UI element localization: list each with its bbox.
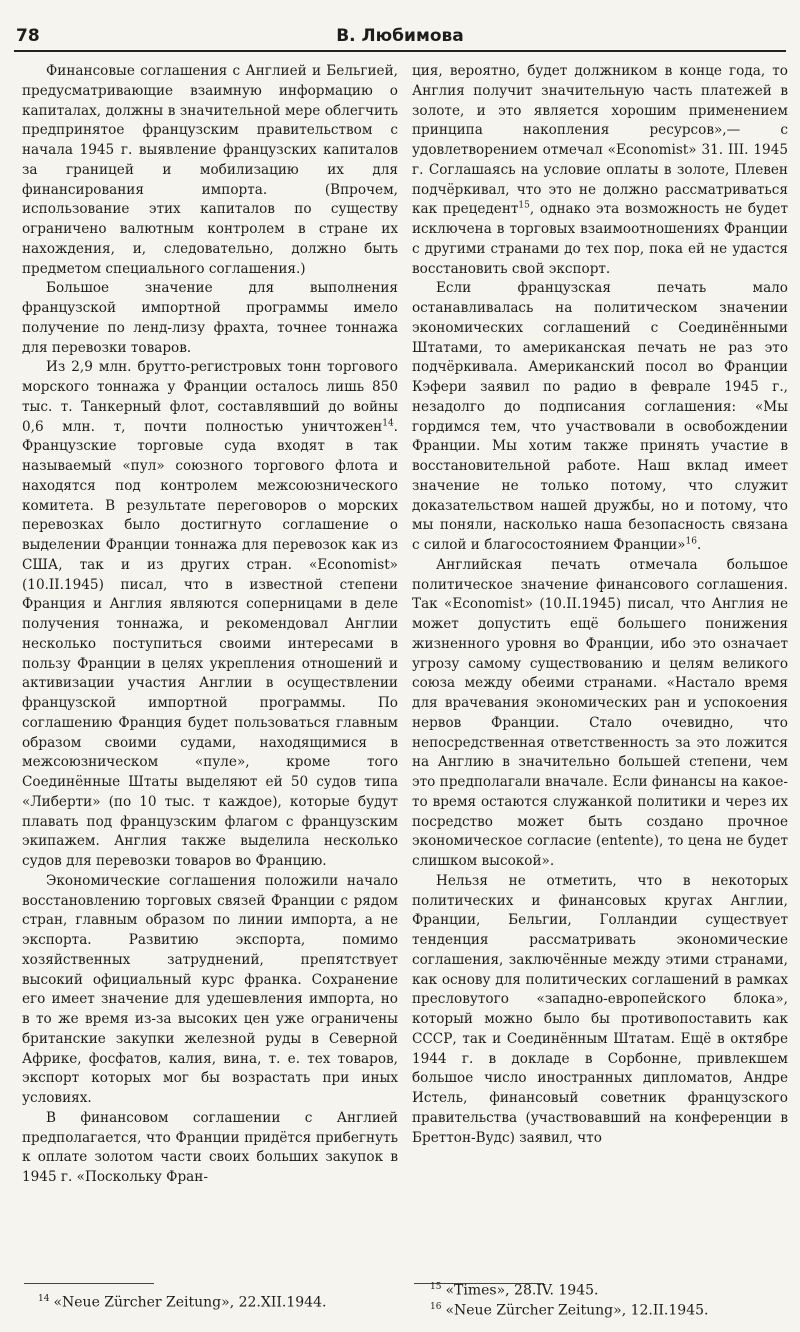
footnote-mark: 14 bbox=[38, 1294, 50, 1304]
running-head-author: В. Любимова bbox=[336, 26, 464, 46]
paragraph: Большое значение для выполнения французской импортной программы имело получение по ленд-лизу фрахта, точнее тоннажа для перевозки товаров. bbox=[22, 280, 398, 356]
left-column bbox=[22, 62, 398, 1188]
paragraph: Из 2,9 млн. брутто-регистровых тонн торгового морского тоннажа у Франции осталось лишь 850 тыс. т. Танкерный флот, составлявший до войны 0,6 млн. т, почти полностью уничтожен$^{14}$. Французские торговые суда входят в так называемый «пул» союзного торгового флота и находятся под контролем межсоюзнического комитета. В результате переговоров о морских перевозках было достигнуто соглашение о выделении Франции тоннажа для перевозок как из США, так и из других стран. «Economist» (10.II.1945) писал, что в известной степени Франция и Англия являются соперницами в деле получения тоннажа, и рекомендовал Англии несколько поступиться своими интересами в пользу Франции в целях укрепления отношений и активизации участия Англии в осуществлении французской импортной программы. По соглашению Франция будет пользоваться главным образом своими судами, находящимися в межсоюзническом «пуле», кроме того Соединённые Штаты выделяют ей 50 судов типа «Либерти» (по 10 тыс. т каждое), которые будут плавать под французским флагом с французским экипажем. Англия также выделила несколько судов для перевозки товаров во Францию. bbox=[22, 359, 398, 869]
paragraph: Английская печать отмечала большое политическое значение финансового соглашения. Так «Economist» (10.II.1945) писал, что Англия не может допустить ещё большего понижения жизненного уровня во Франции, ибо это означает угрозу самому существованию и целям великого союза между обеими странами. «Настало время для врачевания экономических ран и успокоения нервов Франции. Стало очевидно, что непосредственная ответственность за это ложится на Англию в значительно большей степени, чем это предполагали вначале. Если финансы на какое-то время остаются служанкой политики и через их посредство может быть создано прочное экономическое согласие (entente), то цена не будет слишком высокой». bbox=[412, 556, 788, 869]
footnote-text: «Neue Zürcher Zeitung», 12.II.1945. bbox=[445, 1302, 709, 1319]
paragraph: Если французская печать мало останавливалась на политическом значении экономических соглашений с Соединёнными Штатами, то американская печать не раз это подчёркивала. Американский посол во Франции Кэфери заявил по радио в феврале 1945 г., незадолго до подписания соглашения: «Мы гордимся тем, что участвовали в освобождении Франции. Мы хотим также принять участие в восстановительной работе. Наш вклад имеет значение не только потому, что служит доказательством нашей дружбы, но и потому, что мы поняли, насколько наша безопасность связана с силой и благосостоянием Франции»$^{16}$. bbox=[412, 280, 788, 553]
footnote-ref: 16 bbox=[685, 536, 697, 547]
footnote bbox=[430, 1278, 598, 1300]
paragraph: В финансовом соглашении с Англией предполагается, что Франции придётся прибегнуть к оплате золотом части своих больших закупок в 1945 г. «Поскольку Фран- bbox=[22, 1109, 398, 1185]
footnote-mark: 15 bbox=[430, 1282, 442, 1292]
paragraph: ция, вероятно, будет должником в конце года, то Англия получит значительную часть платежей в золоте, и это является хорошим применением принципа накопления ресурсов»,— с удовлетворением отмечал «Economist» 31. III. 1945 г. Соглашаясь на условие оплаты в золоте, Плевен подчёркивал, что это не должно рассматриваться как прецедент$^{15}$, однако эта возможность не будет исключена в торговых взаимоотношениях Франции с другими странами до тех пор, пока ей не удастся восстановить свой экспорт. bbox=[412, 63, 788, 277]
footnote-mark: 16 bbox=[430, 1302, 442, 1312]
footnote-text: «Times», 28.IV. 1945. bbox=[445, 1282, 599, 1299]
running-header bbox=[14, 24, 786, 52]
paragraph: Экономические соглашения положили начало восстановлению торговых связей Франции с рядом стран, главным образом по линии импорта, а не экспорта. Развитию экспорта, помимо хозяйственных затруднений, препятствует высокий официальный курс франка. Сохранение его имеет значение для удешевления импорта, но в то же время из-за высоких цен уже ограничены британские закупки железной руды в Северной Африке, фосфатов, калия, вина, т. е. тех товаров, экспорт которых мог бы возрастать при иных условиях. bbox=[22, 872, 398, 1106]
page-number: 78 bbox=[16, 26, 40, 46]
footnote bbox=[38, 1290, 326, 1312]
footnote-text: «Neue Zürcher Zeitung», 22.XII.1944. bbox=[53, 1294, 327, 1311]
paragraph: Финансовые соглашения с Англией и Бельгией, предусматривающие взаимную информацию о капиталах, должны в значительной мере облегчить предпринятое французским правительством с начала 1945 г. выявление французских капиталов за границей и мобилизацию их для финансирования импорта. (Впрочем, использование этих капиталов по существу ограничено валютным контролем в стране их нахождения, и, следовательно, должно быть предметом специального соглашения.) bbox=[22, 63, 398, 277]
footnote-ref: 15 bbox=[518, 200, 530, 211]
paragraph: Нельзя не отметить, что в некоторых политических и финансовых кругах Англии, Франции, Бельгии, Голландии существует тенденция рассматривать экономические соглашения, заключённые между этими странами, как основу для политических соглашений в рамках пресловутого «западно-европейского блока», который можно было бы противопоставить как СССР, так и Соединённым Штатам. Ещё в октябре 1944 г. в докладе в Сорбонне, привлекшем большое число иностранных дипломатов, Андре Истель, финансовый советник французского правительства (участвовавший на конференции в Бреттон-Вудс) заявил, что bbox=[412, 872, 788, 1146]
right-column bbox=[412, 62, 788, 1148]
footnote bbox=[430, 1298, 708, 1320]
footnote-ref: 14 bbox=[382, 417, 394, 428]
footnote-rule bbox=[24, 1283, 154, 1284]
